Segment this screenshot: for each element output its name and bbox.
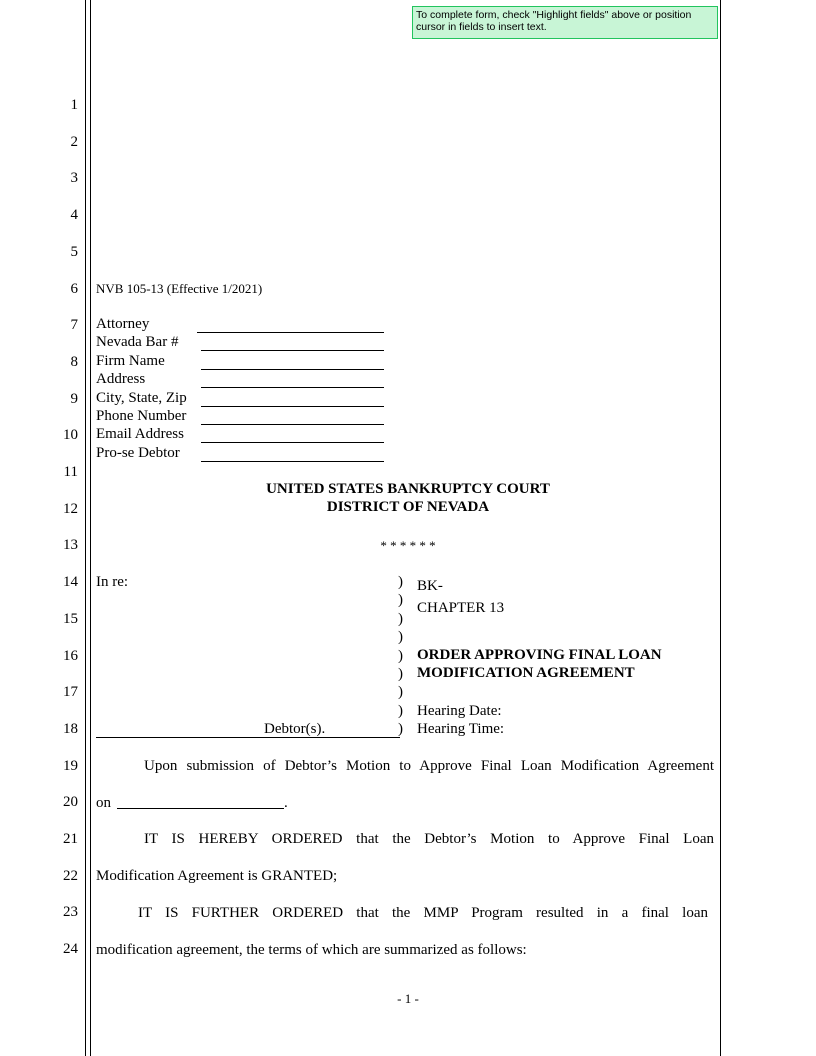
line-number: 14: [63, 574, 78, 591]
form-id: NVB 105-13 (Effective 1/2021): [96, 281, 263, 296]
order-title-line1: ORDER APPROVING FINAL LOAN: [417, 647, 662, 663]
attorney-field-label: Email Address: [96, 426, 184, 443]
line-number: 12: [63, 500, 78, 517]
attorney-field-label: Attorney: [96, 316, 150, 332]
caption-paren: ): [398, 647, 403, 664]
attorney-field-input[interactable]: [201, 352, 384, 370]
line-number: 2: [70, 133, 78, 150]
line-number: 11: [63, 464, 78, 480]
caption-paren: ): [398, 721, 403, 738]
in-re-label: In re:: [96, 574, 129, 590]
left-margin-rule-inner: [90, 0, 91, 1056]
line-number: 16: [63, 647, 78, 664]
line-number: 8: [70, 353, 78, 370]
line-number: 13: [63, 537, 78, 554]
hearing-date-field[interactable]: Hearing Date:: [417, 703, 502, 719]
line-number: 6: [70, 280, 78, 297]
line-number: 21: [63, 831, 78, 847]
line-number: 18: [63, 720, 78, 737]
debtor-label: Debtor(s).: [264, 721, 326, 737]
attorney-field-input[interactable]: [201, 333, 384, 351]
attorney-field-input[interactable]: [201, 407, 384, 425]
line-number: 23: [63, 904, 78, 921]
caption-paren: ): [398, 629, 403, 646]
caption-paren: ): [398, 666, 403, 682]
attorney-field-label: Nevada Bar #: [96, 334, 179, 351]
attorney-field-input[interactable]: [201, 389, 384, 407]
paragraph-1-line-1: Upon submission of Debtor’s Motion to Approve Final Loan Modification Agreement: [144, 758, 714, 774]
attorney-field-label: City, State, Zip: [96, 389, 187, 406]
paragraph-2-line-1: IT IS HEREBY ORDERED that the Debtor’s Motion to Approve Final Loan: [144, 831, 714, 847]
line-number: 15: [63, 610, 78, 627]
court-name: UNITED STATES BANKRUPTCY COURT: [266, 481, 550, 497]
line-number: 7: [70, 317, 78, 334]
attorney-field-label: Address: [96, 371, 146, 388]
attorney-field-input[interactable]: [201, 370, 384, 388]
court-district: DISTRICT OF NEVADA: [326, 499, 490, 515]
attorney-field-label: Pro-se Debtor: [96, 444, 180, 461]
caption-paren: ): [398, 610, 403, 627]
caption-paren: ): [398, 702, 403, 719]
attorney-field-input[interactable]: [201, 425, 384, 443]
line-number: 3: [70, 170, 78, 187]
form-instructions-note: To complete form, check "Highlight fields" above or position cursor in fields to insert text.: [412, 6, 718, 39]
line-number: 1: [70, 97, 78, 113]
line-number: 10: [63, 427, 78, 444]
paragraph-3-line-1: IT IS FURTHER ORDERED that the MMP Program resulted in a final loan: [138, 905, 708, 921]
attorney-field-input[interactable]: [201, 444, 384, 462]
line-number: 5: [70, 243, 78, 260]
paragraph-1-period: .: [284, 795, 288, 811]
line-number: 19: [63, 757, 78, 774]
line-number: 4: [70, 207, 78, 224]
order-title-line2: MODIFICATION AGREEMENT: [417, 665, 635, 681]
left-margin-rule-outer: [85, 0, 86, 1056]
line-number: 24: [63, 941, 78, 958]
chapter-label: CHAPTER 13: [417, 600, 505, 616]
line-number: 22: [63, 867, 78, 884]
paragraph-1-on: on: [96, 795, 111, 811]
page-number: - 1 -: [397, 991, 419, 1006]
attorney-field-label: Firm Name: [96, 352, 165, 369]
paragraph-2-line-2: Modification Agreement is GRANTED;: [96, 868, 338, 884]
debtor-name-line[interactable]: [96, 737, 400, 738]
caption-paren: ): [398, 574, 403, 590]
submission-date-line[interactable]: [117, 808, 284, 809]
paragraph-3-line-2: modification agreement, the terms of which are summarized as follows:: [96, 942, 527, 958]
line-number: 20: [63, 794, 78, 811]
right-margin-rule: [720, 0, 721, 1056]
hearing-time-field[interactable]: Hearing Time:: [417, 721, 505, 737]
attorney-field-label: Phone Number: [96, 408, 187, 424]
caption-paren: ): [398, 684, 403, 701]
case-number-field[interactable]: BK-: [417, 578, 443, 594]
line-number: 17: [63, 684, 78, 701]
attorney-field-input[interactable]: [197, 315, 384, 333]
separator-asterisks: * * * * * *: [380, 538, 436, 553]
caption-paren: ): [398, 592, 403, 609]
line-number: 9: [70, 390, 78, 407]
